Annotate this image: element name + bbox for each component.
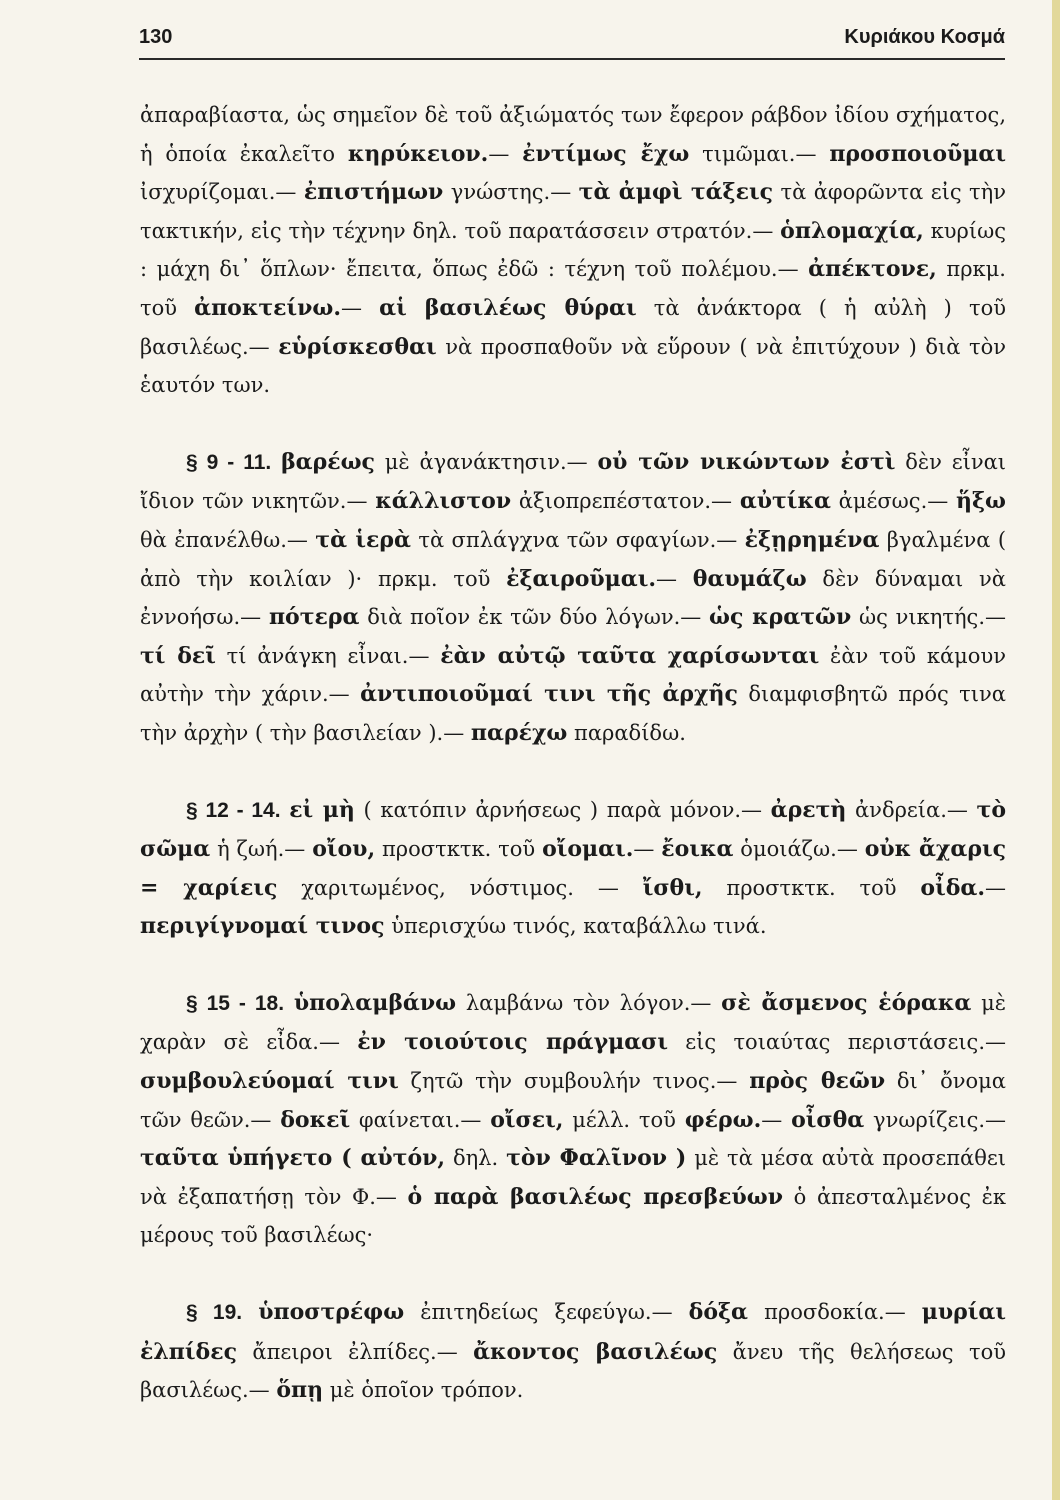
definition-text: τὰ ἀνάκτορα ( ἡ αὐλὴ ) τοῦ βασιλέως.— xyxy=(140,295,1006,359)
definition-text: ἄπειροι ἐλπίδες.— xyxy=(237,1339,474,1364)
headword: τὰ ἀμφὶ τάξεις xyxy=(578,179,774,206)
definition-text: προστκτκ. τοῦ xyxy=(702,875,921,900)
headword: αἱ βασιλέως θύραι xyxy=(379,294,637,321)
glossary-paragraph xyxy=(140,791,1006,946)
headword: ἥξω xyxy=(956,488,1006,515)
headword: ἐν τοιούτοις πράγμασι xyxy=(357,1029,669,1056)
headword: τὸ σῶμα xyxy=(140,796,1007,863)
headword: θαυμάζω xyxy=(692,565,807,592)
definition-text: ἀμέσως.— xyxy=(830,489,957,514)
headword: εὑρίσκεσθαι xyxy=(278,333,437,360)
headword: τί δεῖ xyxy=(140,642,216,669)
headword: οἴομαι. xyxy=(542,836,634,863)
headword: ἔοικα xyxy=(661,836,734,863)
definition-text: ὡς νικητής.— xyxy=(851,605,1006,630)
glossary-paragraph xyxy=(140,443,1006,753)
definition-text: τί ἀνάγκη εἶναι.— xyxy=(215,643,441,668)
definition-text: κυρίως : μάχη δι᾽ ὅπλων· ἔπειτα, ὅπως ἐδῶ : τέχνη τοῦ πολέμου.— xyxy=(140,218,1007,282)
definition-text: ἄνευ τῆς θελήσεως τοῦ βασιλέως.— xyxy=(140,1339,1006,1403)
headword: ὑποστρέφω xyxy=(258,1299,405,1326)
headword: οἴσει, xyxy=(490,1106,564,1133)
headword: ὅπῃ xyxy=(276,1377,324,1404)
definition-text: γνώστης.— xyxy=(443,180,579,205)
definition-text: λαμβάνω τὸν λόγον.— xyxy=(456,990,722,1015)
definition-text: μὲ τὰ μέσα αὐτὰ προσεπάθει νὰ ἐξαπατήσῃ τὸν Φ.— xyxy=(140,1146,1006,1209)
headword: μυρίαι ἐλπίδες xyxy=(140,1299,1006,1365)
definition-text: ἰσχυρίζομαι.— xyxy=(140,180,304,205)
definition-text: δηλ. xyxy=(445,1146,507,1171)
definition-text: μὲ χαρὰν σὲ εἶδα.— xyxy=(140,990,1006,1055)
definition-text: ἐπιτηδείως ξεφεύγω.— xyxy=(404,1300,689,1325)
glossary-paragraph xyxy=(140,96,1006,405)
definition-text: ἐὰν τοῦ κάμουν αὐτὴν τὴν χάριν.— xyxy=(140,643,1006,707)
section-ref: § 9 - 11. xyxy=(186,450,272,474)
headword: ἐξῃρημένα xyxy=(744,526,880,553)
section-ref: § 19. xyxy=(186,1301,243,1325)
section-ref: § 12 - 14. xyxy=(186,798,281,822)
headword: οἶδα. xyxy=(920,874,986,901)
glossary-paragraph xyxy=(140,1293,1006,1410)
headword: οἴου, xyxy=(312,836,376,863)
headword: εἰ μὴ xyxy=(289,796,355,823)
section-ref: § 15 - 18. xyxy=(186,991,285,1015)
headword: ἄκοντος βασιλέως xyxy=(473,1338,718,1365)
headword: δοκεῖ xyxy=(280,1106,351,1133)
glossary-paragraph xyxy=(140,984,1006,1255)
headword: ἀρετὴ xyxy=(770,796,847,823)
paragraph-gap xyxy=(140,946,1006,984)
headword: ἴσθι, xyxy=(642,874,703,901)
paragraph-gap xyxy=(140,405,1006,443)
headword: οὐκ ἄχαρις = χαρίεις xyxy=(140,836,1007,901)
headword: ἀντιποιοῦμαί τινι τῆς ἀρχῆς xyxy=(360,681,738,708)
headword: ἐντίμως ἔχω xyxy=(522,140,690,167)
headword: ταῦτα ὑπήγετο ( αὐτόν, xyxy=(140,1145,446,1172)
headword: σὲ ἄσμενος ἑόρακα xyxy=(721,989,972,1016)
definition-text: προστκτκ. τοῦ xyxy=(375,837,543,862)
page-edge xyxy=(1052,0,1060,1500)
definition-text: — xyxy=(761,1107,792,1132)
headword: τὰ ἱερὰ xyxy=(315,526,411,553)
definition-text: θὰ ἐπανέλθω.— xyxy=(140,527,316,552)
definition-text: παραδίδω. xyxy=(567,720,686,745)
headword: παρέχω xyxy=(470,719,568,746)
headword: πρὸς θεῶν xyxy=(749,1068,886,1095)
header-rule xyxy=(139,58,1005,60)
definition-text: ὁμοιάζω.— xyxy=(733,837,865,862)
headword: βαρέως xyxy=(281,448,375,475)
definition-text: διὰ ποῖον ἐκ τῶν δύο λόγων.— xyxy=(359,605,710,630)
definition-text: τὰ σπλάγχνα τῶν σφαγίων.— xyxy=(410,527,745,552)
headword: ἐπιστήμων xyxy=(303,179,444,206)
definition-text: ἀνδρεία.— xyxy=(846,797,977,822)
definition-text: ( κατόπιν ἀρνήσεως ) παρὰ μόνον.— xyxy=(354,797,771,822)
headword: οἶσθα xyxy=(791,1106,865,1133)
headword: ἀποκτείνω. xyxy=(194,294,342,321)
definition-text: ἀπαραβίαστα, ὡς σημεῖον δὲ τοῦ ἀξιώματός των ἔφερον ράβδον ἰδίου σχήματος, ἡ ὁποία ἐκαλεῖτο xyxy=(140,103,1006,166)
page-header xyxy=(139,24,1005,54)
definition-text: — xyxy=(488,141,523,166)
definition-text: ὁ ἀπεσταλμένος ἐκ μέρους τοῦ βασιλέως· xyxy=(140,1184,1006,1248)
definition-text: — xyxy=(985,875,1007,900)
definition-text: πρκμ. τοῦ xyxy=(140,257,1006,320)
headword: οὐ τῶν νικώντων ἐστὶ xyxy=(597,448,896,475)
headword: ἀπέκτονε, xyxy=(808,256,937,283)
definition-text: τιμῶμαι.— xyxy=(689,141,830,166)
definition-text: γνωρίζεις.— xyxy=(864,1107,1007,1132)
definition-text: μὲ ἀγανάκτησιν.— xyxy=(374,449,598,474)
headword: φέρω. xyxy=(684,1106,762,1133)
definition-text: — xyxy=(656,566,693,591)
headword: ὑπολαμβάνω xyxy=(293,989,457,1016)
headword: κάλλιστον xyxy=(375,488,512,515)
definition-text: διαμφισβητῶ πρός τινα τὴν ἀρχὴν ( τὴν βασιλείαν ).— xyxy=(140,682,1006,745)
headword: ὡς κρατῶν xyxy=(709,604,852,631)
headword: ἐὰν αὐτῷ ταῦτα χαρίσωνται xyxy=(440,642,820,669)
definition-text: νὰ προσπαθοῦν νὰ εὕρουν ( νὰ ἐπιτύχουν ) διὰ τὸν ἑαυτόν των. xyxy=(140,334,1006,398)
definition-text: ζητῶ τὴν συμβουλήν τινος.— xyxy=(398,1069,750,1094)
definition-text: χαριτωμένος, νόστιμος. — xyxy=(277,875,643,900)
headword: κηρύκειον. xyxy=(347,140,489,167)
page-body xyxy=(140,96,1006,1410)
definition-text: προσδοκία.— xyxy=(747,1300,922,1325)
definition-text: — xyxy=(341,295,380,320)
headword: ἐξαιροῦμαι. xyxy=(506,565,657,592)
headword: προσποιοῦμαι xyxy=(829,140,1006,167)
definition-text: φαίνεται.— xyxy=(350,1107,491,1132)
definition-text: δὲν δύναμαι νὰ ἐννοήσω.— xyxy=(140,566,1006,630)
definition-text: τὰ ἀφορῶντα εἰς τὴν τακτικήν, εἰς τὴν τέχνην δηλ. τοῦ παρατάσσειν στρατόν.— xyxy=(140,180,1007,243)
headword: συμβουλεύομαί τινι xyxy=(140,1068,399,1095)
definition-text: δὲν εἶναι ἴδιον τῶν νικητῶν.— xyxy=(140,449,1007,514)
headword: αὐτίκα xyxy=(739,488,831,515)
paragraph-gap xyxy=(140,753,1006,791)
headword: πότερα xyxy=(268,604,360,631)
definition-text: μέλλ. τοῦ xyxy=(563,1107,685,1132)
definition-text: ἡ ζωή.— xyxy=(210,837,313,862)
page-number: 130 xyxy=(139,26,173,48)
definition-text: ὑπερισχύω τινός, καταβάλλω τινά. xyxy=(384,914,767,939)
headword: δόξα xyxy=(688,1299,748,1326)
headword: ὁ παρὰ βασιλέως πρεσβεύων xyxy=(407,1183,784,1210)
running-title: Κυριάκου Κοσμά xyxy=(844,26,1005,48)
definition-text: βγαλμένα ( ἀπὸ τὴν κοιλίαν )· πρκμ. τοῦ xyxy=(140,527,1007,591)
definition-text: ἀξιοπρεπέστατον.— xyxy=(511,489,740,514)
definition-text: — xyxy=(633,837,662,862)
headword: τὸν Φαλῖνον ) xyxy=(506,1145,687,1172)
paragraph-gap xyxy=(140,1255,1006,1293)
definition-text: εἰς τοιαύτας περιστάσεις.— xyxy=(668,1030,1006,1055)
definition-text: δι᾽ ὄνομα τῶν θεῶν.— xyxy=(140,1069,1006,1132)
headword: ὁπλομαχία, xyxy=(780,217,924,244)
headword: περιγίγνομαί τινος xyxy=(140,913,385,940)
definition-text: μὲ ὁποῖον τρόπον. xyxy=(323,1378,524,1403)
